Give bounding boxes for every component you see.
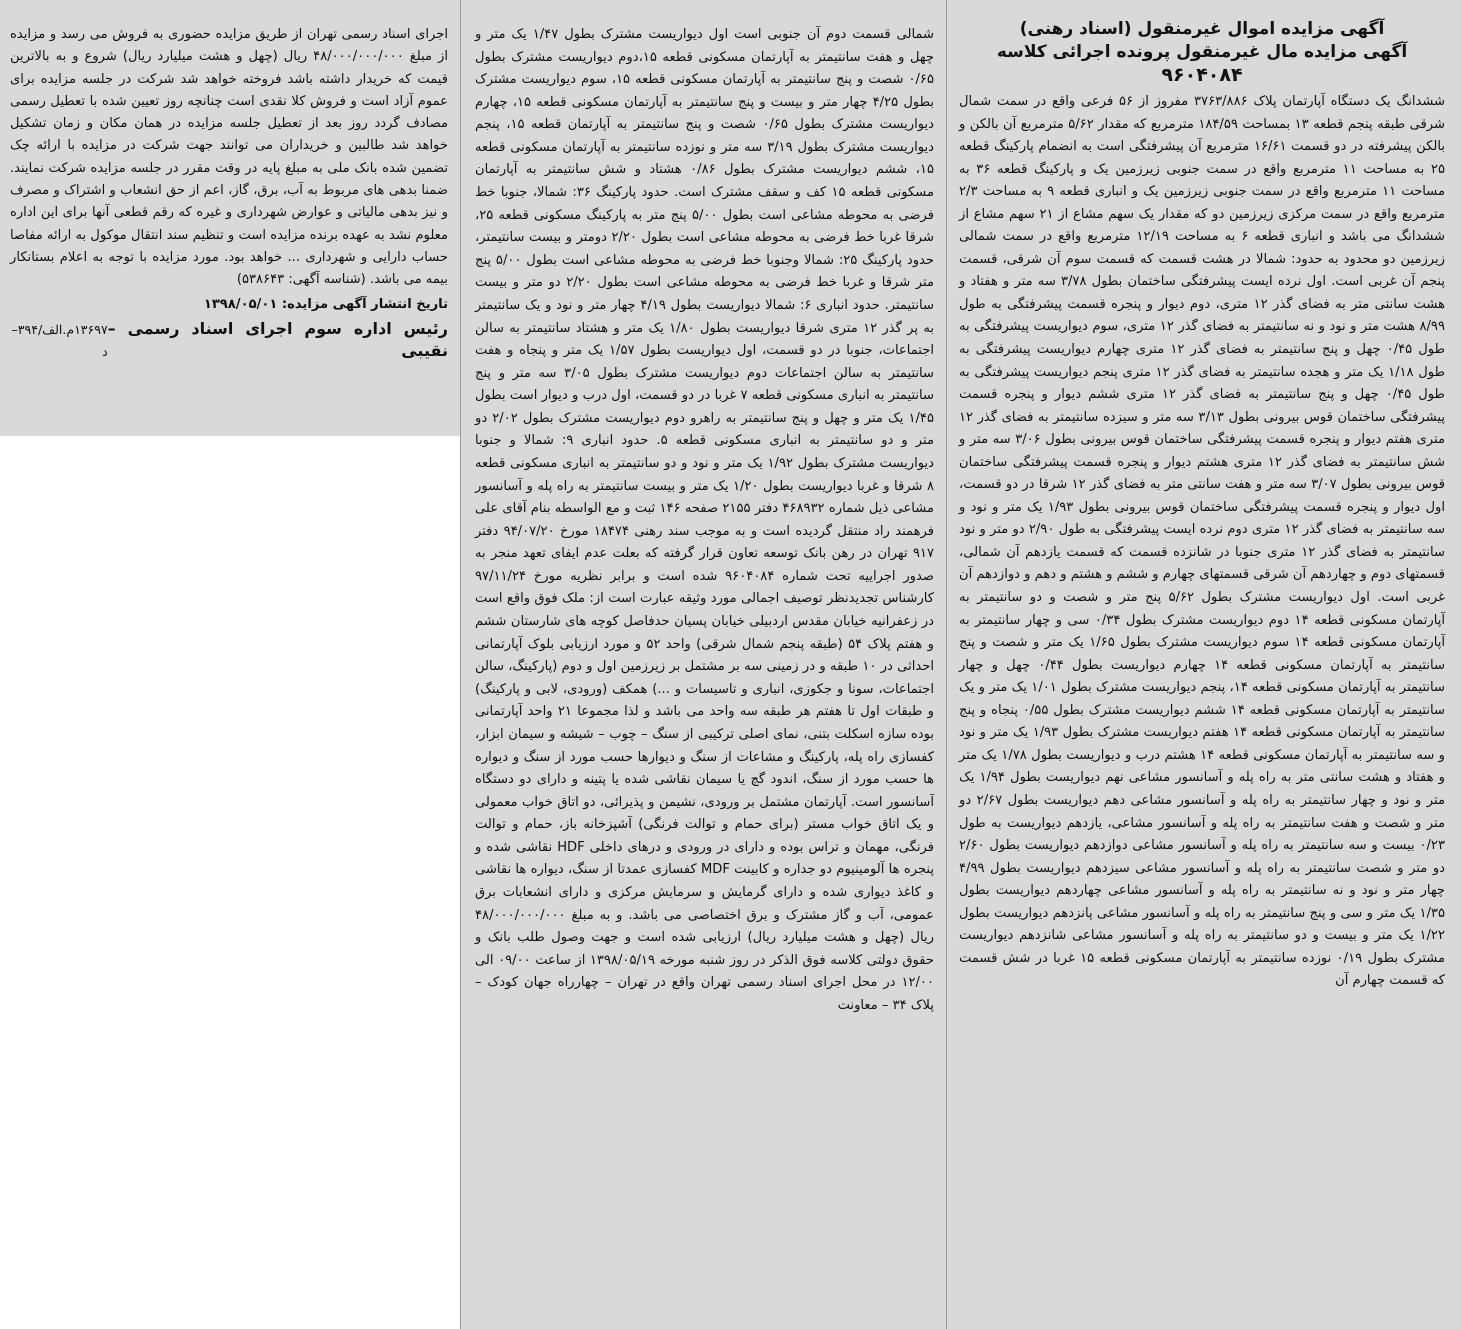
property-boundaries-and-valuation: شمالی قسمت دوم آن جنوبی است اول دیواریست مشترک بطول ۱/۴۷ یک متر و چهل و هفت سانتیمتر به آپارتمان مسکونی قطعه ۱۵،دوم دیواریست مشترک بطول ۰/۶۵ شصت و پنج سانتیمتر به آپارتمان مسکونی قطعه ۱۵، سوم دیواریست مشترک بطول ۴/۲۵ چهار متر و بیست و پنج سانتیمتر به آپارتمان مسکونی قطعه ۱۵، چهارم دیواریست مشترک بطول ۰/۶۵ شصت و پنج سانتیمتر به آپارتمان قطعه ۱۵، پنجم دیواریست مشترک بطول ۳/۱۹ سه متر و نوزده سانتیمتر به آپارتمان مسکونی قطعه ۱۵، ششم دیواریست مشترک بطول ۰/۸۶ هشتاد و شش سانتیمتر به آپارتمان مسکونی قطعه ۱۵ کف و سقف مشترک است. حدود پارکینگ ۳۶: شمالا، جنوبا خط فرضی به محوطه مشاعی است بطول ۵/۰۰ پنج متر به پارکینگ مسکونی قطعه ۲۵، شرقا غربا خط فرضی به محوطه مشاعی است بطول ۲/۲۰ دومتر و بیست سانتیمتر، حدود پارکینگ ۲۵: شمالا وجنوبا خط فرضی به محوطه مشاعی است بطول ۵/۰۰ پنج متر شرقا و غربا خط فرضی به محوطه مشاعی است بطول ۲/۲۰ دو متر و بیست سانتیمتر. حدود انباری ۶: شمالا دیواریست بطول ۴/۱۹ چهار متر و نود و یک سانتیمتر به پر گذر ۱۲ متری شرقا دیواریست بطول ۱/۸۰ یک متر و هشتاد سانتیمتر به سالن اجتماعات، جنوبا در دو قسمت، اول دیواریست بطول ۱/۵۷ یک متر و پنجاه و هفت سانتیمتر به سالن اجتماعات دوم دیواریست مشترک بطول ۳/۰۵ سه متر و پنج سانتیمتر به انباری مسکونی قطعه ۷ غربا در دو قسمت، اول درب و دیوار است بطول ۱/۴۵ یک متر و چهل و پنج سانتیمتر به راهرو دوم دیواریست مشترک بطول ۲/۰۲ دو متر و دو سانتیمتر به انباری مسکونی قطعه ۵. حدود انباری ۹: شمالا و جنوبا دیواریست مشترک بطول ۱/۹۲ یک متر و نود و دو سانتیمتر به انباری مسکونی قطعه ۸ شرقا و غربا دیواریست بطول ۱/۲۰ یک متر و بیست سانتیمتر به راه پله و آسانسور مشاعی ذیل شماره ۴۶۸۹۳۲ دفتر ۲۱۵۵ صفحه ۱۴۶ ثبت و مع الواسطه بنام آقای علی فرهمند راد منتقل گردیده است و به موجب سند رهنی ۱۸۴۷۴ مورخ ۹۴/۰۷/۲۰ دفتر ۹۱۷ تهران در رهن بانک توسعه تعاون قرار گرفته که بعلت عدم ایفای تعهد منجر به صدور اجراییه تحت شماره ۹۶۰۴۰۸۴ شده است و برابر نظریه مورخ ۹۷/۱۱/۲۴ کارشناس تجدیدنظر توصیف اجمالی مورد وثیقه عبارت است از: ملک فوق واقع است در زعفرانیه خیابان مقدس اردبیلی خیابان پسیان حدفاصل کوچه های شارستان ششم و هفتم پلاک ۵۴ (طبقه پنجم شمال شرقی) واحد ۵۲ و مورد ارزیابی بلوک آپارتمانی احداثی در ۱۰ طبقه و در زمینی سه بر مشتمل بر زیرزمین اول و دوم (پارکینگ، سالن اجتماعات، سونا و جکوزی، انباری و تاسیسات و ...) همکف (ورودی، لابی و پارکینگ) و طبقات اول تا هفتم هر طبقه سه واحد می باشد و لذا مجموعا ۲۱ واحد آپارتمانی بوده سازه اسکلت بتنی، نمای اصلی ترکیبی از سنگ – چوب – شیشه و سیمان ابزار، کفسازی راه پله، پارکینگ و مشاعات از سنگ و دیوارها حسب مورد از سنگ و دیواره ها حسب مورد از سنگ، اندود گچ یا سیمان نقاشی شده یا پتینه و دارای دو دستگاه آسانسور است. آپارتمان مشتمل بر ورودی، نشیمن و پذیرائی، دو اتاق خواب معمولی و یک اتاق خواب مستر (برای حمام و توالت فرنگی) آشپزخانه باز، حمام و توالت فرنگی، مهمان و تراس بوده و دارای در ورودی و درهای داخلی HDF نقاشی شده و پنجره ها آلومینیوم دو جداره و کابینت MDF کفسازی عمدتا از سنگ، دیواره ها نقاشی و کاغذ دیواری شده و دارای گرمایش و سرمایش مرکزی و دارای انشعابات برق عمومی، آب و گاز مشترک و برق اختصاصی می باشد. و به مبلغ ۴۸/۰۰۰/۰۰۰/۰۰۰ ریال (چهل و هشت میلیارد ریال) ارزیابی شده است و جهت وصول طلب بانک و حقوق دولتی کلاسه فوق الذکر در روز شنبه مورخه ۱۳۹۸/۰۵/۱۹ از ساعت ۰۹/۰۰ الی ۱۲/۰۰ در محل اجرای اسناد رسمی تهران واقع در تهران – چهارراه جهان کودک – پلاک ۳۴ – معاونت [475,27,935,1013]
case-number: ۹۶۰۴۰۸۴ [1161,64,1243,86]
ad-title-line2: آگهی مزایده مال غیرمنقول پرونده اجرائی کلاسه [996,42,1408,62]
auction-terms: اجرای اسناد رسمی تهران از طریق مزایده حضوری به فروش می رسد و مزایده از مبلغ ۴۸/۰۰۰/۰۰۰/۰۰۰ ریال (چهل و هشت میلیارد ریال) شروع و به بالاترین قیمت که خریدار داشته باشد فروخته خواهد شد شرکت در جلسه مزایده برای عموم آزاد است و فروش کلا نقدی است چنانچه روز تعیین شده با تعطیل رسمی مصادف گردد روز بعد از تعطیل جلسه مزایده در همان مکان و زمان تشکیل خواهد شد طالبین و خریداران می توانند جهت شرکت در مزایده با ارائه چک تضمین شده بانک ملی به مبلغ پایه در وقت مقرر در جلسه مزایده شرکت نمایند. ضمنا بدهی های مربوط به آب، برق، گاز، اعم از حق انشعاب و اشتراک و مصرف و نیز بدهی مالیاتی و عوارض شهرداری و غیره که رقم قطعی آنها برای این اداره معلوم نشد به عهده برنده مزایده است و تنظیم سند انتقال موکول به ارائه مفاصا حساب دارایی و شهرداری ... خواهد بود. مورد مزایده با توجه به اعلام بستانکار بیمه می باشد. (شناسه آگهی: ۵۳۸۶۴۳) [10,27,448,288]
ad-column-left [0,0,460,436]
reference-code: ۱۳۶۹۷م.الف/۳۹۴–د [11,321,108,360]
signature: رئیس اداره سوم اجرای اسناد رسمی – نقیبی [107,318,448,361]
ad-column-middle [460,0,946,1329]
property-description: ششدانگ یک دستگاه آپارتمان پلاک ۳۷۶۳/۸۸۶ مفروز از ۵۶ فرعی واقع در سمت شمال شرقی طبقه پنجم قطعه ۱۳ بمساحت ۱۸۴/۵۹ مترمربع که مقدار ۵/۶۲ مترمربع آن بالکن و بالکن پیشرفته در دو قسمت ۱۶/۶۱ مترمربع آن پیشرفتگی است به انضمام پارکینگ قطعه ۲۵ به مساحت ۱۱ مترمربع واقع در سمت جنوبی زیرزمین یک و پارکینگ قطعه ۳۶ به مساحت ۱۱ مترمربع واقع در سمت جنوبی زیرزمین یک و انباری قطعه ۹ به مساحت ۲/۳ مترمربع واقع در سمت مرکزی زیرزمین دو که مقدار یک سهم مشاع از ۲۱ سهم مشاع از ششدانگ می باشد و انباری قطعه ۶ به مساحت ۱۲/۱۹ مترمربع واقع در سمت شمالی زیرزمین دو محدود به حدود: شمالا در هشت قسمت که قسمت سوم آن شرقی، قسمت پنجم آن غربی است. اول نرده ایست پیشرفتگی ساختمان بطول ۳/۷۸ سه متر و هفتاد و هشت سانتی متر به فضای گذر ۱۲ متری، دوم دیوار و پنجره قسمت پیشرفتگی به طول ۸/۹۹ هشت متر و نود و نه سانتیمتر به فضای گذر ۱۲ متری، سوم دیواریست پیشرفتگی به طول ۰/۴۵ چهل و پنج سانتیمتر به فضای گذر ۱۲ متری چهارم دیواریست پیشرفتگی به طول ۱/۱۸ یک متر و هجده سانتیمتر به فضای گذر ۱۲ متری پنجم دیواریست پیشرفتگی به طول ۰/۴۵ چهل و پنج سانتیمتر به فضای گذر ۱۲ متری ششم دیوار و پنجره قسمت پیشرفتگی ساختمان قوس بیرونی بطول ۳/۱۳ سه متر و سیزده سانتیمتر به فضای گذر ۱۲ متری هفتم دیوار و پنجره قسمت پیشرفتگی ساختمان قوس بیرونی بطول ۳/۰۶ سه متر و شش سانتیمتر به فضای گذر ۱۲ متری هشتم دیوار و پنجره قسمت پیشرفتگی ساختمان قوس بیرونی بطول ۳/۰۷ سه متر و هفت سانتی متر به فضای گذر ۱۲ شرقا در دو قسمت، اول دیوار و پنجره قسمت پیشرفتگی ساختمان قوس بیرونی بطول ۱/۹۳ یک متر و نود و سه سانتیمتر به فضای گذر ۱۲ متری دوم نرده ایست پیشرفتگی به طول ۲/۹۰ دو متر و نود سانتیمتر به فضای گذر ۱۲ متری جنوبا در شانزده قسمت که قسمت یازدهم آن شمالی، قسمتهای دوم و چهاردهم آن شرقی قسمتهای چهارم و ششم و هشتم و دهم و دوازدهم آن غربی است. اول دیواریست مشترک بطول ۵/۶۲ پنج متر و شصت و دو سانتیمتر به آپارتمان مسکونی قطعه ۱۴ دوم دیواریست مشترک بطول ۰/۳۴ سی و چهار سانتیمتر به آپارتمان مسکونی قطعه ۱۴ سوم دیواریست مشترک بطول ۱/۶۵ یک متر و شصت و پنج سانتیمتر به آپارتمان مسکونی قطعه ۱۴ چهارم دیواریست بطول ۰/۴۴ چهل و چهار سانتیمتر به آپارتمان مسکونی قطعه ۱۴، پنجم دیواریست مشترک بطول ۱/۰۱ یک متر و یک سانتیمتر به آپارتمان مسکونی قطعه ۱۴ ششم دیواریست مشترک بطول ۰/۵۵ پنجاه و پنج سانتیمتر به آپارتمان مسکونی قطعه ۱۴ هفتم دیواریست مشترک بطول ۱/۹۳ یک متر و نود و سه سانتیمتر به آپارتمان مسکونی قطعه ۱۴ هشتم درب و دیواریست بطول ۱/۷۸ یک متر و هفتاد و هشت سانتی متر به راه پله و آسانسور مشاعی نهم دیواریست بطول ۱/۹۴ یک متر و نود و چهار سانتیمتر به راه پله و آسانسور مشاعی دهم دیواریست بطول ۲/۶۷ دو متر و شصت و هفت سانتیمتر به راه پله و آسانسور مشاعی، یازدهم دیواریست به طول ۰/۲۳ بیست و سه سانتیمتر به راه پله و آسانسور مشاعی دوازدهم دیواریست بطول ۲/۶۰ دو متر و شصت سانتیمتر به راه پله و آسانسور مشاعی سیزدهم دیواریست بطول ۴/۹۹ چهار متر و نود و نه سانتیمتر به راه پله و آسانسور مشاعی چهاردهم دیواریست بطول ۱/۳۵ یک متر و سی و پنج سانتیمتر به راه پله و آسانسور مشاعی پانزدهم دیواریست بطول ۱/۲۲ یک متر و بیست و دو سانتیمتر به راه پله و آسانسور مشاعی شانزدهم دیواریست مشترک بطول ۰/۱۹ نوزده سانتیمتر به آپارتمان مسکونی قطعه ۱۵ غربا در شش قسمت که قسمت چهارم آن [959,94,1446,989]
ad-title-line1: آگهی مزایده اموال غیرمنقول (اسناد رهنی) [1019,19,1385,39]
signature-row [10,318,448,364]
ad-column-right [946,0,1461,1329]
publish-date: تاریخ انتشار آگهی مزایده: ۱۳۹۸/۰۵/۰۱ [203,296,448,312]
